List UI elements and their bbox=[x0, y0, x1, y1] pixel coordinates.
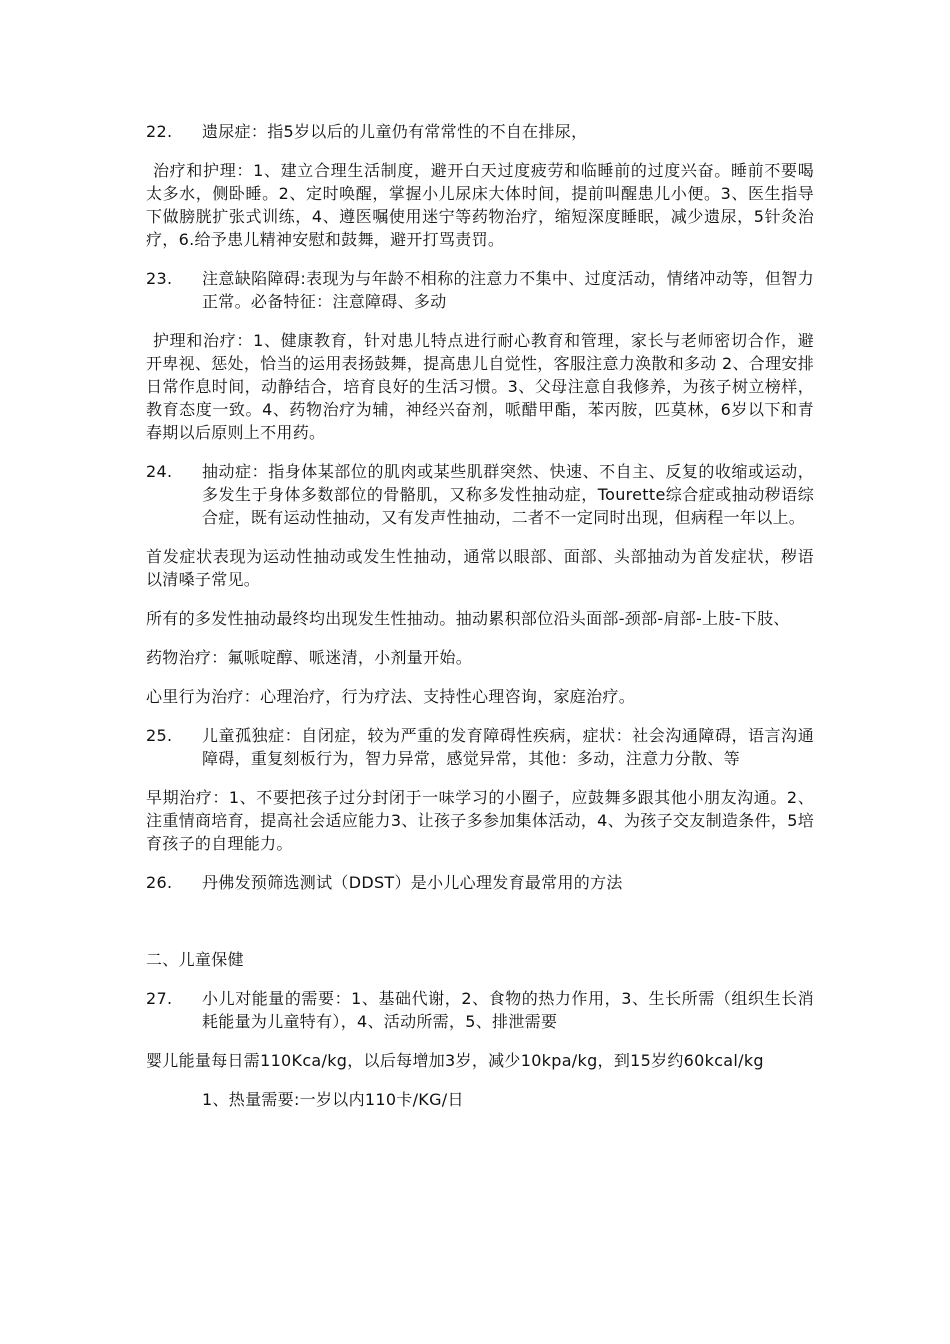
item-text: 注意缺陷障碍:表现为与年龄不相称的注意力不集中、过度活动，情绪冲动等，但智力正常。必备特征：注意障碍、多动 bbox=[202, 269, 814, 311]
paragraph-25-early-treatment: 早期治疗：1、不要把孩子过分封闭于一味学习的小圈子，应鼓舞多跟其他小朋友沟通。2、注重情商培育，提高社会适应能力3、让孩子多参加集体活动，4、为孩子交友制造条件，5培育孩子的自理能力。 bbox=[146, 788, 814, 853]
item-number: 27. bbox=[146, 989, 173, 1008]
item-text: 抽动症：指身体某部位的肌肉或某些肌群突然、快速、不自主、反复的收缩或运动，多发生于身体多数部位的骨骼肌，又称多发性抽动症，Tourette综合症或抽动秽语综合症，既有运动性抽动，又有发声性抽动，二者不一定同时出现，但病程一年以上。 bbox=[202, 462, 814, 527]
item-text: 遗尿症：指5岁以后的儿童仍有常常性的不自在排尿， bbox=[202, 122, 588, 141]
item-27 bbox=[146, 987, 814, 1033]
item-22 bbox=[146, 120, 814, 143]
paragraph-24-progression: 所有的多发性抽动最终均出现发生性抽动。抽动累积部位沿头面部-颈部-肩部-上肢-下肢、 bbox=[146, 609, 790, 628]
item-number: 24. bbox=[146, 462, 173, 481]
item-26 bbox=[146, 871, 814, 894]
item-text: 儿童孤独症：自闭症，较为严重的发育障碍性疾病，症状：社会沟通障碍，语言沟通障碍，重复刻板行为，智力异常，感觉异常，其他：多动，注意力分散、等 bbox=[202, 726, 814, 768]
document-page bbox=[146, 120, 814, 1111]
item-text: 小儿对能量的需要：1、基础代谢，2、食物的热力作用，3、生长所需（组织生长消耗能量为儿童特有），4、活动所需，5、排泄需要 bbox=[202, 989, 814, 1031]
paragraph-23-treatment: 护理和治疗：1、健康教育，针对患儿特点进行耐心教育和管理，家长与老师密切合作，避开卑视、惩处，恰当的运用表扬鼓舞，提高患儿自觉性，客服注意力涣散和多动 2、合理安排日常作息时间，动静结合，培育良好的生活习惯。3、父母注意自我修养，为孩子树立榜样，教育态度一致。4、药物治疗为辅，神经兴奋剂，哌醋甲酯，苯丙胺，匹莫林，6岁以下和青春期以后原则上不用药。 bbox=[146, 331, 814, 442]
item-number: 25. bbox=[146, 726, 173, 745]
paragraph-24-first-symptom: 首发症状表现为运动性抽动或发生性抽动，通常以眼部、面部、头部抽动为首发症状，秽语以清嗓子常见。 bbox=[146, 547, 814, 589]
item-number: 26. bbox=[146, 873, 173, 892]
item-number: 23. bbox=[146, 269, 173, 288]
item-number: 22. bbox=[146, 122, 173, 141]
section-gap bbox=[146, 910, 814, 948]
item-23 bbox=[146, 267, 814, 313]
item-24 bbox=[146, 460, 814, 529]
section-heading: 二、儿童保健 bbox=[146, 950, 244, 969]
paragraph-24-behavior: 心里行为治疗：心理治疗，行为疗法、支持性心理咨询，家庭治疗。 bbox=[146, 687, 636, 706]
item-25 bbox=[146, 724, 814, 770]
paragraph-27-heat: 1、热量需要:一岁以内110卡/KG/日 bbox=[202, 1090, 464, 1109]
paragraph-24-drug: 药物治疗：氟哌啶醇、哌迷清，小剂量开始。 bbox=[146, 648, 473, 667]
paragraph-27-energy: 婴儿能量每日需110Kca/kg，以后每增加3岁，减少10kpa/kg，到15岁约60kcal/kg bbox=[146, 1051, 764, 1070]
item-text: 丹佛发预筛选测试（DDST）是小儿心理发育最常用的方法 bbox=[202, 873, 623, 892]
paragraph-22-treatment: 治疗和护理：1、建立合理生活制度，避开白天过度疲劳和临睡前的过度兴奋。睡前不要喝太多水，侧卧睡。2、定时唤醒，掌握小儿尿床大体时间，提前叫醒患儿小便。3、医生指导下做膀胱扩张式训练，4、遵医嘱使用迷宁等药物治疗，缩短深度睡眠，减少遗尿，5针灸治疗，6.给予患儿精神安慰和鼓舞，避开打骂责罚。 bbox=[146, 161, 814, 249]
